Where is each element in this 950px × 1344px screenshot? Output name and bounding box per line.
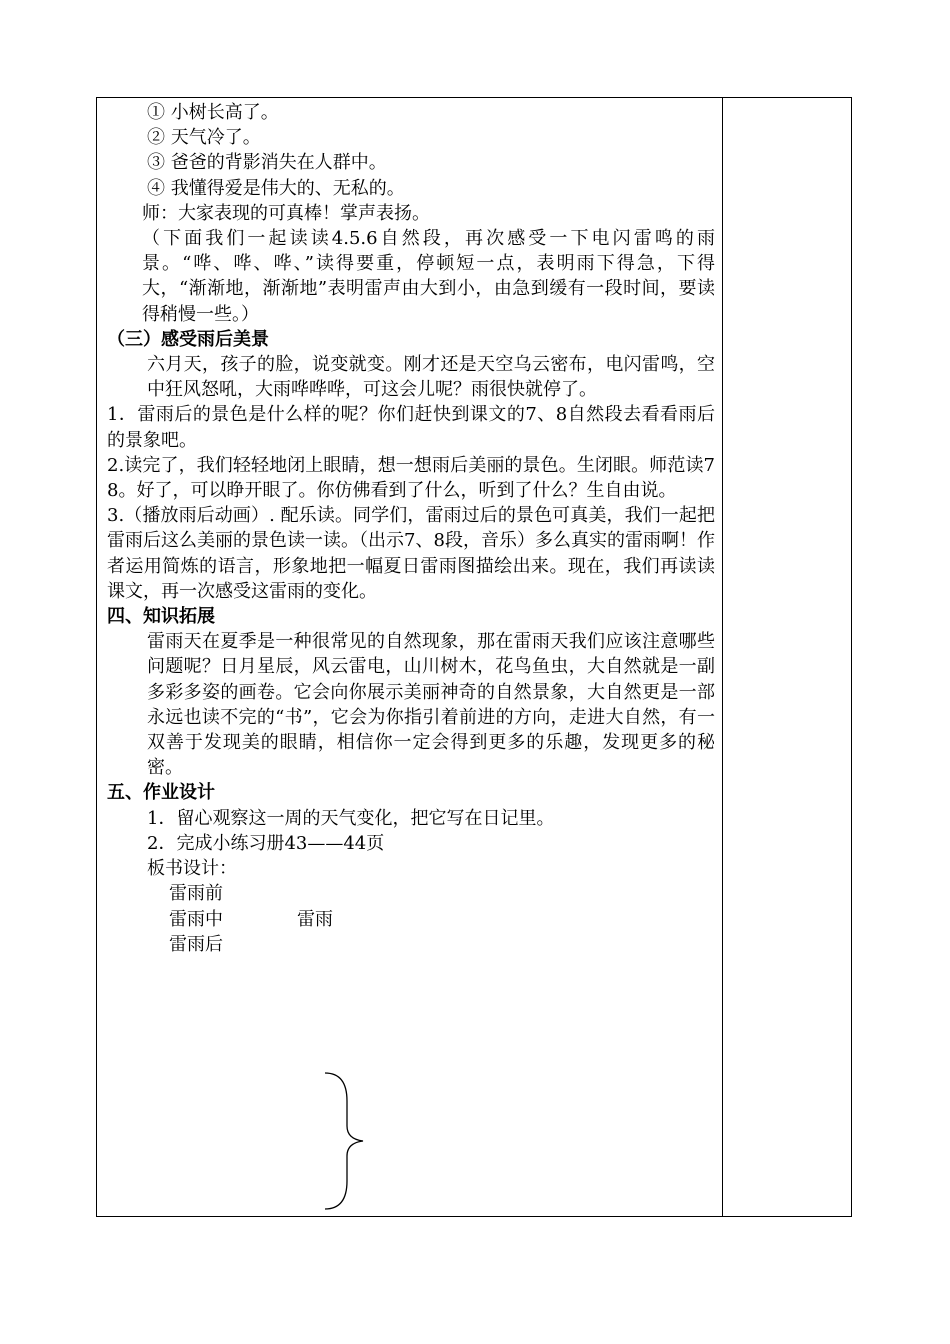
paragraph: 2．完成小练习册43——44页 xyxy=(147,832,385,854)
lesson-content xyxy=(107,100,721,957)
paragraph: 雷雨天在夏季是一种很常见的自然现象，那在雷雨天我们应该注意哪些问题呢？日月星辰，风云雷电，山川树木，花鸟鱼虫，大自然就是一副多彩多姿的画卷。它会向你展示美丽神奇的自然景象，大自然更是一部永远也读不完的“书”，它会为你指引着前进的方向，走进大自然，有一双善于发现美的眼睛，相信你一定会得到更多的乐趣，发现更多的秘密。 xyxy=(147,631,715,779)
column-divider xyxy=(722,98,723,1216)
paragraph: 3.（播放雨后动画）. 配乐读。同学们，雷雨过后的景色可真美，我们一起把雷雨后这么美丽的景色读一读。（出示7、8段，音乐）多么真实的雷雨啊！作者运用简炼的语言，形象地把一幅夏日雷雨图描绘出来。现在，我们再读读课文，再一次感受这雷雨的变化。 xyxy=(107,505,715,602)
paragraph: 六月天，孩子的脸，说变就变。刚才还是天空乌云密布，电闪雷鸣，空中狂风怒吼，大雨哗哗哗，可这会儿呢？雨很快就停了。 xyxy=(147,354,715,401)
paragraph: 1．留心观察这一周的天气变化，把它写在日记里。 xyxy=(147,807,555,829)
board-topic: 雷雨 xyxy=(297,908,333,930)
section-heading: 五、作业设计 xyxy=(107,782,215,804)
paragraph: ④ 我懂得爱是伟大的、无私的。 xyxy=(147,177,405,199)
board-design xyxy=(107,881,715,957)
board-after: 雷雨后 xyxy=(169,933,223,955)
paragraph: ① 小树长高了。 xyxy=(147,102,279,123)
board-line-after xyxy=(169,932,715,957)
paragraph: ② 天气冷了。 xyxy=(147,127,261,149)
board-during: 雷雨中 xyxy=(169,908,223,930)
board-line-before xyxy=(169,881,715,906)
brace-icon xyxy=(323,1071,373,1211)
paragraph: （下面我们一起读读4.5.6自然段，再次感受一下电闪雷鸣的雨景。“哗、哗、哗、”读得要重，停顿短一点，表明雨下得急，下得大，“渐渐地，渐渐地”表明雷声由大到小，由急到缓有一段时间，要读得稍慢一些。） xyxy=(142,228,715,325)
lesson-plan-table xyxy=(96,97,852,1217)
paragraph: 2.读完了，我们轻轻地闭上眼睛，想一想雨后美丽的景色。生闭眼。师范读7 8。好了，可以睁开眼了。你仿佛看到了什么，听到了什么？生自由说。 xyxy=(107,454,721,502)
board-before: 雷雨前 xyxy=(169,883,223,905)
paragraph: 师：大家表现的可真棒！掌声表扬。 xyxy=(142,202,430,224)
board-line-during xyxy=(169,907,715,932)
paragraph: ③ 爸爸的背影消失在人群中。 xyxy=(147,152,387,174)
paragraph: 1．雷雨后的景色是什么样的呢？你们赶快到课文的7、8自然段去看看雨后的景象吧。 xyxy=(107,404,715,451)
section-heading: 四、知识拓展 xyxy=(107,606,215,628)
paragraph: 板书设计： xyxy=(147,858,237,880)
section-heading: （三）感受雨后美景 xyxy=(107,328,269,350)
text-lines xyxy=(107,100,721,881)
